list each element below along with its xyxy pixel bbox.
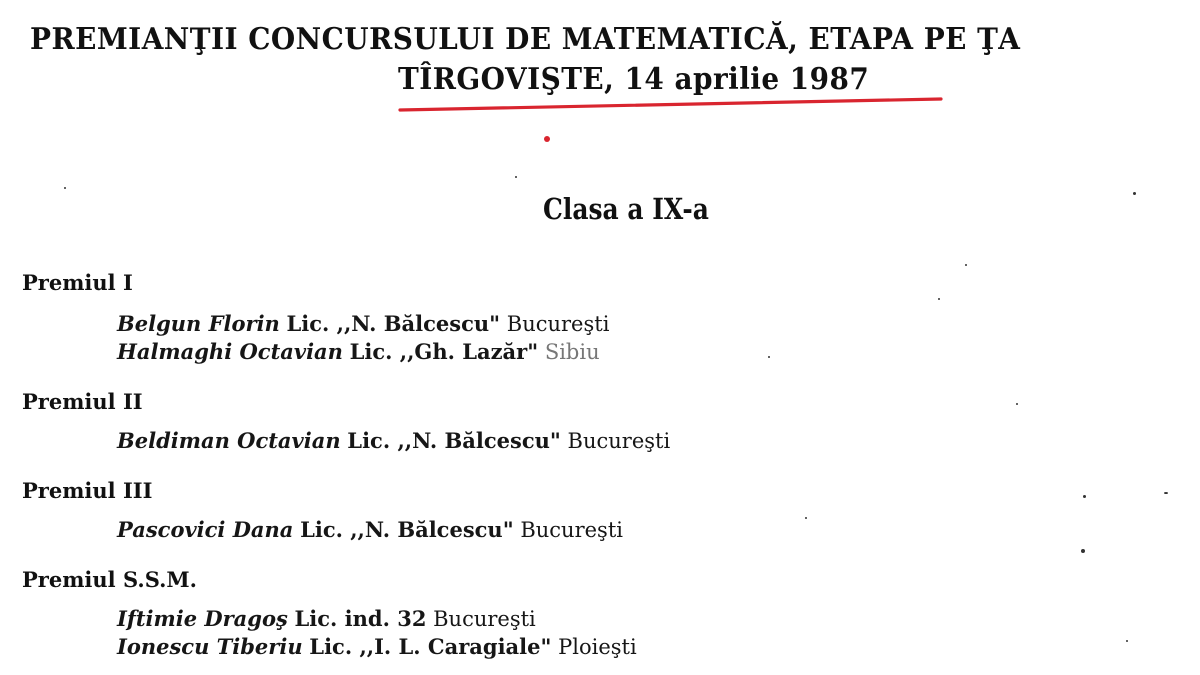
school-name: Lic. ,,N. Bălcescu" xyxy=(300,517,514,542)
red-ink-dot xyxy=(544,136,550,142)
prize-heading-2: Premiul II xyxy=(22,389,143,414)
school-name: Lic. ,,Gh. Lazăr" xyxy=(349,339,539,364)
section-heading: Clasa a IX-a xyxy=(543,192,709,226)
scan-speck xyxy=(768,356,770,358)
city-name: Bucureşti xyxy=(567,429,671,453)
prize-heading-1: Premiul I xyxy=(22,270,133,295)
red-underline-mark xyxy=(396,88,946,128)
prize-entry xyxy=(117,606,536,631)
scan-speck xyxy=(805,517,807,519)
document-subtitle: TÎRGOVIŞTE, 14 aprilie 1987 xyxy=(398,62,870,97)
prize-heading-ssm: Premiul S.S.M. xyxy=(22,567,197,592)
student-name: Iftimie Dragoş xyxy=(117,606,288,631)
scan-speck xyxy=(515,176,517,178)
prize-entry xyxy=(117,517,623,542)
prize-entry xyxy=(117,339,600,364)
student-name: Ionescu Tiberiu xyxy=(117,634,303,659)
school-name: Lic. ind. 32 xyxy=(294,606,427,631)
prize-heading-3: Premiul III xyxy=(22,478,153,503)
student-name: Halmaghi Octavian xyxy=(117,339,343,364)
scan-speck xyxy=(1016,403,1018,405)
city-name: Bucureşti xyxy=(506,312,610,336)
scan-speck xyxy=(965,264,967,266)
scan-speck xyxy=(1133,192,1136,195)
scan-speck xyxy=(1083,495,1086,498)
scan-speck xyxy=(1081,549,1085,553)
prize-entry xyxy=(117,428,670,453)
city-name: Ploieşti xyxy=(558,635,637,659)
prize-entry xyxy=(117,311,609,336)
scan-speck xyxy=(938,298,940,300)
document-title: PREMIANŢII CONCURSULUI DE MATEMATICĂ, ETAPA PE ŢA xyxy=(30,22,1021,57)
city-name: Sibiu xyxy=(544,340,600,364)
school-name: Lic. ,,N. Bălcescu" xyxy=(347,428,561,453)
scan-speck xyxy=(1126,640,1128,642)
school-name: Lic. ,,N. Bălcescu" xyxy=(286,311,501,336)
city-name: Bucureşti xyxy=(520,518,623,542)
city-name: Bucureşti xyxy=(433,607,536,631)
student-name: Belgun Florin xyxy=(117,311,280,336)
student-name: Pascovici Dana xyxy=(117,517,294,542)
student-name: Beldiman Octavian xyxy=(117,428,341,453)
scan-speck xyxy=(1164,492,1168,494)
scan-speck xyxy=(64,187,66,189)
school-name: Lic. ,,I. L. Caragiale" xyxy=(309,634,552,659)
prize-entry xyxy=(117,634,637,659)
